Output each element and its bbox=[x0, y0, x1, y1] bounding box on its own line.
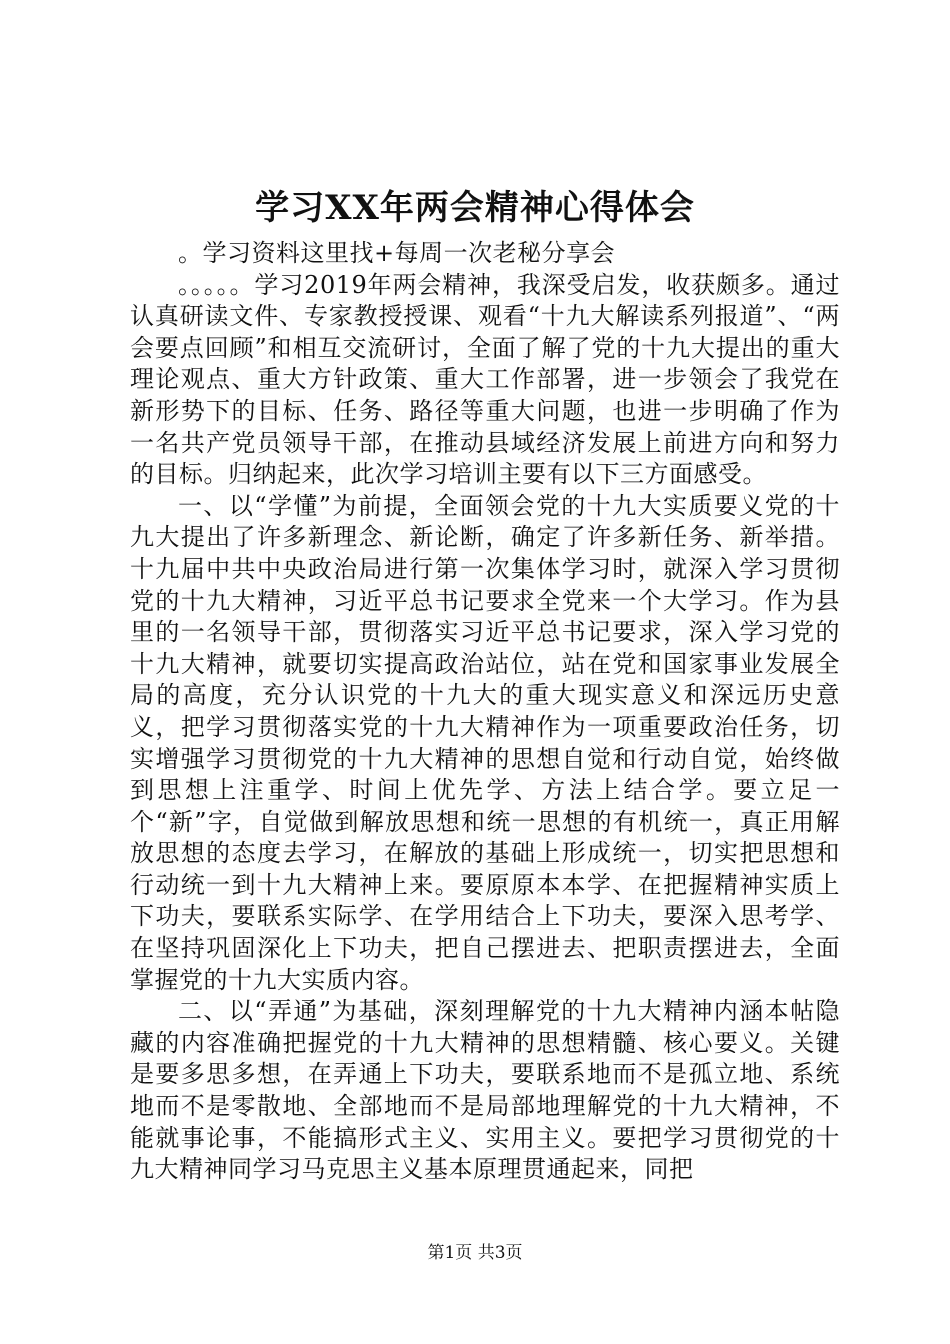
document-body bbox=[130, 238, 840, 1186]
paragraph-summary: 。。。。。学习2019年两会精神，我深受启发，收获颇多。通过认真研读文件、专家教授授课、观看“十九大解读系列报道”、“两会要点回顾”和相互交流研讨，全面了解了党的十九大提出的重大理论观点、重大方针政策、重大工作部署，进一步领会了我党在新形势下的目标、任务、路径等重大问题，也进一步明确了作为一名共产党员领导干部，在推动县域经济发展上前进方向和努力的目标。归纳起来，此次学习培训主要有以下三方面感受。 bbox=[130, 270, 840, 489]
paragraph-section-one: 一、以“学懂”为前提，全面领会党的十九大实质要义党的十九大提出了许多新理念、新论断，确定了许多新任务、新举措。十九届中共中央政治局进行第一次集体学习时，就深入学习贯彻党的十九大精神，习近平总书记要求全党来一个大学习。作为县里的一名领导干部，贯彻落实习近平总书记要求，深入学习党的十九大精神，就要切实提高政治站位，站在党和国家事业发展全局的高度，充分认识党的十九大的重大现实意义和深远历史意义，把学习贯彻落实党的十九大精神作为一项重要政治任务，切实增强学习贯彻党的十九大精神的思想自觉和行动自觉，始终做到思想上注重学、时间上优先学、方法上结合学。要立足一个“新”字，自觉做到解放思想和统一思想的有机统一，真正用解放思想的态度去学习，在解放的基础上形成统一，切实把思想和行动统一到十九大精神上来。要原原本本学、在把握精神实质上下功夫，要联系实际学、在学用结合上下功夫，要深入思考学、在坚持巩固深化上下功夫，把自己摆进去、把职责摆进去，全面掌握党的十九大实质内容。 bbox=[130, 491, 840, 994]
paragraph-intro: 。学习资料这里找+每周一次老秘分享会 bbox=[178, 239, 616, 267]
document-title: 学习XX年两会精神心得体会 bbox=[255, 188, 695, 228]
paragraph-section-two: 二、以“弄通”为基础，深刻理解党的十九大精神内涵本帖隐藏的内容准确把握党的十九大精神的思想精髓、核心要义。关键是要多思多想，在弄通上下功夫，要联系地而不是孤立地、系统地而不是零散地、全部地而不是局部地理解党的十九大精神，不能就事论事，不能搞形式主义、实用主义。要把学习贯彻党的十九大精神同学习马克思主义基本原理贯通起来，同把 bbox=[130, 997, 840, 1184]
page-number-footer: 第1页 共3页 bbox=[427, 1243, 523, 1263]
